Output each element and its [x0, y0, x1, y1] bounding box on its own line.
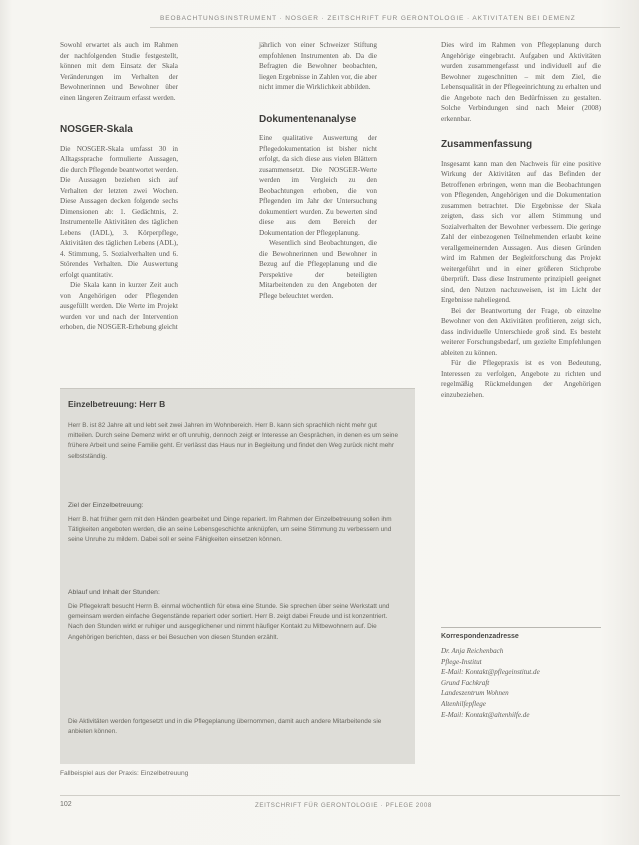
- page-number: 102: [60, 801, 72, 808]
- header-rule: [150, 27, 620, 28]
- column-1: [60, 40, 178, 333]
- col2-paragraph-2: Wesentlich sind Beobachtungen, die die Bewohnerinnen und Bewohner in Bezug auf die Pflegeplanung und die Perspektive der beteiligten Mitarbeitenden zu den Angeboten der Pflege beleuchtet werden.: [259, 239, 377, 300]
- correspondence-line: Landeszentrum Wohnen: [441, 689, 509, 698]
- col2-top-paragraph: jährlich von einer Schweizer Stiftung empfohlenen Instrumenten ab. Da die Befragten die Bewohner beobachten, liegen Ergebnisse in Zahlen vor, die aber nicht immer die Wirklichkeit abbilden.: [259, 41, 377, 91]
- case-study-box: [60, 388, 415, 764]
- col3-paragraph-3: Für die Pflegepraxis ist es von Bedeutung, Interessen zu verfolgen, Angebote zu richten und regelmäßig Rückmeldungen der Angehörigen einzubeziehen.: [441, 359, 601, 399]
- col3-paragraph-2: Bei der Beantwortung der Frage, ob einzelne Bewohner von den Aktivitäten profitieren, zeigt sich, dass individuelle Unterschiede groß sind. Es besteht weiterer Forschungsbedarf, um gezielte Empfehlungen ableiten zu können.: [441, 306, 601, 357]
- correspondence-rule: [441, 627, 601, 628]
- correspondence-line: Altenhilfepflege: [441, 699, 486, 708]
- correspondence-line: Dr. Anja Reichenbach: [441, 647, 504, 655]
- col1-paragraph-2: Die Skala kann in kurzer Zeit auch von Angehörigen oder Pflegenden ausgefüllt werden. Die Werte im Projekt wurden vor und nach der Intervention erhoben, die NOSGER-Erhebung gleicht: [60, 281, 178, 331]
- section-title-zusammenfassung: Zusammenfassung: [441, 139, 533, 150]
- column-2: [259, 40, 377, 301]
- col2-paragraph-1: Eine qualitative Auswertung der Pflegedokumentation ist bisher nicht erfolgt, da sich diese aus vielen Blättern zusammensetzt. Die NOSGER-Werte werden im Vergleich zu den Beobachtungen erhoben, die von Pflegenden im Jahr der Untersuchung dokumentiert wurden. Zu bewerten sind diese aus dem Bereich der Dokumentation der Pflegeplanung.: [259, 134, 377, 237]
- col1-paragraph-1: Die NOSGER-Skala umfasst 30 in Alltagssprache formulierte Aussagen, die durch Pflegende beantwortet werden. Die Aussagen beziehen sich auf Verhalten der letzten zwei Wochen. Diese Aussagen decken folgende sechs Dimensionen ab: 1. Gedächtnis, 2. Instrumentelle Aktivitäten des täglichen Lebens (IADL), 3. Körperpflege, Aktivitäten des täglichen Lebens (ADL), 4. Stimmung, 5. Sozialverhalten und 6. Störendes Verhalten. Die Auswertung erfolgt quantitativ.: [60, 144, 178, 279]
- running-header: BEOBACHTUNGSINSTRUMENT · NOSGER · ZEITSCHRIFT FÜR GERONTOLOGIE · AKTIVITÄTEN BEI DEMENZ: [160, 15, 576, 22]
- footer-rule: [60, 795, 620, 796]
- col1-top-paragraph: Sowohl erwartet als auch im Rahmen der nachfolgenden Studie festgestellt, können mit dem Einsatz der Skala Veränderungen im Verhalten der Bewohnerinnen und Bewohner über einen längeren Zeitraum erfasst werden.: [60, 41, 178, 102]
- box-title: Einzelbetreuung: Herr B: [68, 399, 166, 409]
- correspondence-line: Pflege-Institut: [441, 657, 482, 666]
- box-subheading-goal: Ziel der Einzelbetreuung:: [68, 502, 144, 509]
- box-intro-text: Herr B. ist 82 Jahre alt und lebt seit zwei Jahren im Wohnbereich. Herr B. kann sich sprachlich nicht mehr gut mitteilen. Durch seine Demenz wirkt er oft unruhig, dennoch zeigt er Interesse an Gesprächen, in denen es um seine frühere Arbeit und seine Familie geht. Er verlässt das Haus nur in Begleitung und findet den Weg zurück nicht mehr selbstständig.: [68, 422, 399, 460]
- box-closing-text: Die Aktivitäten werden fortgesetzt und in die Pflegeplanung übernommen, damit auch andere Mitarbeitende sie anbieten können.: [68, 718, 382, 736]
- box-goal-text: Herr B. hat früher gern mit den Händen gearbeitet und Dinge repariert. Im Rahmen der Einzelbetreuung sollen ihm Tätigkeiten angeboten werden, die an seine Lebensgeschichte anknüpfen, um seine Stimmung zu verbessern und seine Unruhe zu mildern. Dabei soll er seine Fähigkeiten einsetzen können.: [68, 516, 392, 544]
- correspondence-line: Grund Fachkraft: [441, 678, 490, 687]
- box-subheading-process: Ablauf und Inhalt der Stunden:: [68, 589, 160, 596]
- correspondence-email: E-Mail: Kontakt@altenhilfe.de: [441, 710, 530, 719]
- col3-top-paragraph: Dies wird im Rahmen von Pflegeplanung durch Angehörige eingebracht. Aufgaben und Aktivitäten wurden zusammengefasst und individuell auf die Bewohner zugeschnitten – mit dem Ziel, die Lebensqualität in der Pflegeeinrichtung zu erhalten und die Angebote nach den Bedürfnissen zu gestalten. Solche Verbindungen sind nach Meier (2008) erkennbar.: [441, 41, 601, 123]
- correspondence-email: E-Mail: Kontakt@pflegeinstitut.de: [441, 668, 540, 677]
- column-3: [441, 40, 601, 400]
- box-caption: Fallbeispiel aus der Praxis: Einzelbetreuung: [60, 770, 189, 777]
- section-title-dokumentenanalyse: Dokumentenanalyse: [259, 113, 357, 125]
- section-title-nosger: NOSGER-Skala: [60, 124, 133, 135]
- journal-footer: ZEITSCHRIFT FÜR GERONTOLOGIE · PFLEGE 2008: [255, 802, 432, 809]
- correspondence-heading: Korrespondenzadresse: [441, 633, 519, 640]
- correspondence-block: [441, 646, 606, 720]
- box-process-text: Die Pflegekraft besucht Herrn B. einmal wöchentlich für etwa eine Stunde. Sie sprechen über seine Werkstatt und gemeinsam werden einfache Gegenstände repariert oder sortiert. Herr B. zeigt dabei Freude und ist konzentriert. Nach den Stunden wirkt er ruhiger und ausgeglichener und nimmt häufiger Kontakt zu Mitbewohnern auf. Die Angehörigen berichten, dass er bei Besuchen von diesen Stunden erzählt.: [68, 603, 390, 641]
- col3-paragraph-1: Insgesamt kann man den Nachweis für eine positive Wirkung der Aktivitäten auf das Befinden der Betroffenen erbringen, wenn man die Beobachtungen von Pflegenden, Angehörigen und die Dokumentation zusammen betrachtet. Die Ergebnisse der Skala zeigten, dass sich vor allem Stimmung und Sozialverhalten der Bewohner verbessern. Die geringe Zahl der einbezogenen Teilnehmenden erlaubt keine verallgemeinernden Aussagen. Aus diesen Gründen wird im Rahmen der Begleitforschung das Projekt weitergeführt und in einer größeren Stichprobe überprüft. Dass diese Instrumente prinzipiell geeignet sind, den Nutzen nachzuweisen, ist im Licht der Ergebnisse naheliegend.: [441, 159, 601, 304]
